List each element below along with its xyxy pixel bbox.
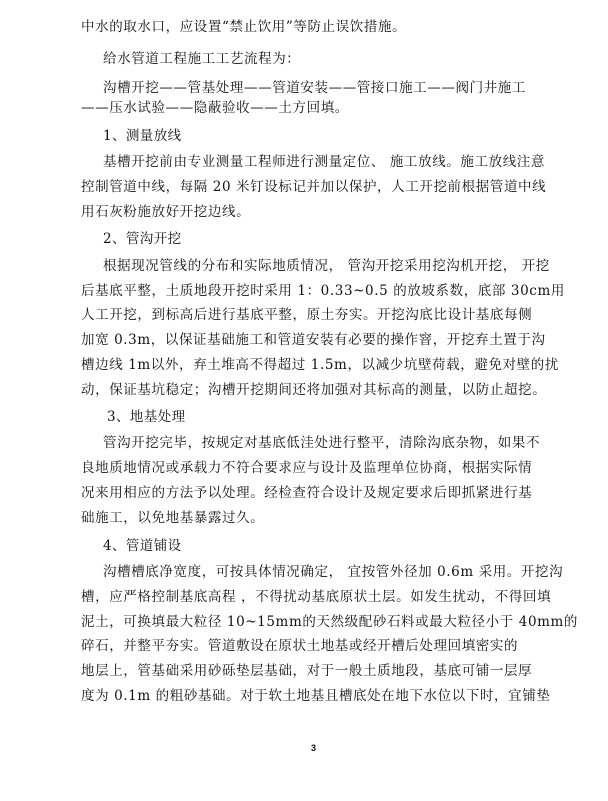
text-line-8: 用石灰粉施放好开挖边线。 <box>81 204 251 220</box>
text-line-26: 地层上，管基础采用砂砾垫层基础，对于一般土质地段，基底可铺一层厚 <box>81 663 533 679</box>
text-line-23: 槽，应严格控制基底高程 ，不得扰动基底原状土层。如发生扰动，不得回填 <box>81 589 552 605</box>
text-line-18: 良地质地情况或承载力不符合要求应与设计及监理单位协商，根据实际情 <box>81 460 533 476</box>
section-heading-2: 2、管沟开挖 <box>103 231 182 247</box>
text-line-25: 碎石，并整平夯实。管道敷设在原状土地基或经开槽后处理回填密实的 <box>81 638 519 654</box>
text-line-24: 泥土，可换填最大粒径 10~15mm的天然级配砂石料或最大粒径小于 40mm的 <box>81 614 579 630</box>
text-line-4: ——压水试验——隐蔽验收——土方回填。 <box>81 100 349 116</box>
text-line-13: 加宽 0.3m，以保证基础施工和管道安装有必要的操作窨，开挖弃土置于沟 <box>81 332 546 348</box>
text-line-17: 管沟开挖完毕，按规定对基底低洼处进行整平，清除沟底杂物，如果不 <box>103 435 541 451</box>
text-line-3: 沟槽开挖——管基处理——管道安装——管接口施工——阀门井施工 <box>103 80 526 96</box>
text-line-10: 根据现况管线的分布和实际地质情况， 管沟开挖采用挖沟机开挖， 开挖 <box>103 258 550 274</box>
text-line-2: 给水管道工程施工工艺流程为： <box>103 51 301 67</box>
text-line-14: 槽边线 1m以外，弃土堆高不得超过 1.5m，以减少坑壁荷载，避免对壁的扰 <box>81 357 559 373</box>
text-line-19: 况来用相应的方法予以处理。经检查符合设计及规定要求后即抓紧进行基 <box>81 485 533 501</box>
page-number: 3 <box>311 743 317 753</box>
text-line-15: 动，保证基坑稳定；沟槽开挖期间还将加强对其标高的测量，以防止超挖。 <box>81 382 547 398</box>
section-heading-4: 4、管道铺设 <box>103 538 182 554</box>
text-line-1: 中水的取水口，应设置“禁止饮用”等防止误饮措施。 <box>81 19 407 35</box>
text-line-22: 沟槽槽底净宽度，可按具体情况确定， 宜按管外径加 0.6m 采用。开挖沟 <box>103 564 564 580</box>
section-heading-3: 3、地基处理 <box>107 409 186 425</box>
text-line-27: 度为 0.1m 的粗砂基础。对于软土地基且槽底处在地下水位以下时，宜铺垫 <box>81 688 551 704</box>
section-heading-1: 1、测量放线 <box>103 128 182 144</box>
text-line-12: 人工开挖，到标高后进行基底平整，原土夯实。开挖沟底比设计基底每侧 <box>81 307 533 323</box>
text-line-11: 后基底平整，土质地段开挖时采用 1：0.33~0.5 的放坡系数，底部 30cm用 <box>81 283 565 299</box>
text-line-7: 控制管道中线，每隔 20 米钉设标记并加以保护，人工开挖前根据管道中线 <box>81 179 547 195</box>
text-line-20: 础施工，以免地基暴露过久。 <box>81 510 265 526</box>
text-line-6: 基槽开挖前由专业测量工程师进行测量定位、 施工放线。施工放线注意 <box>103 154 545 170</box>
